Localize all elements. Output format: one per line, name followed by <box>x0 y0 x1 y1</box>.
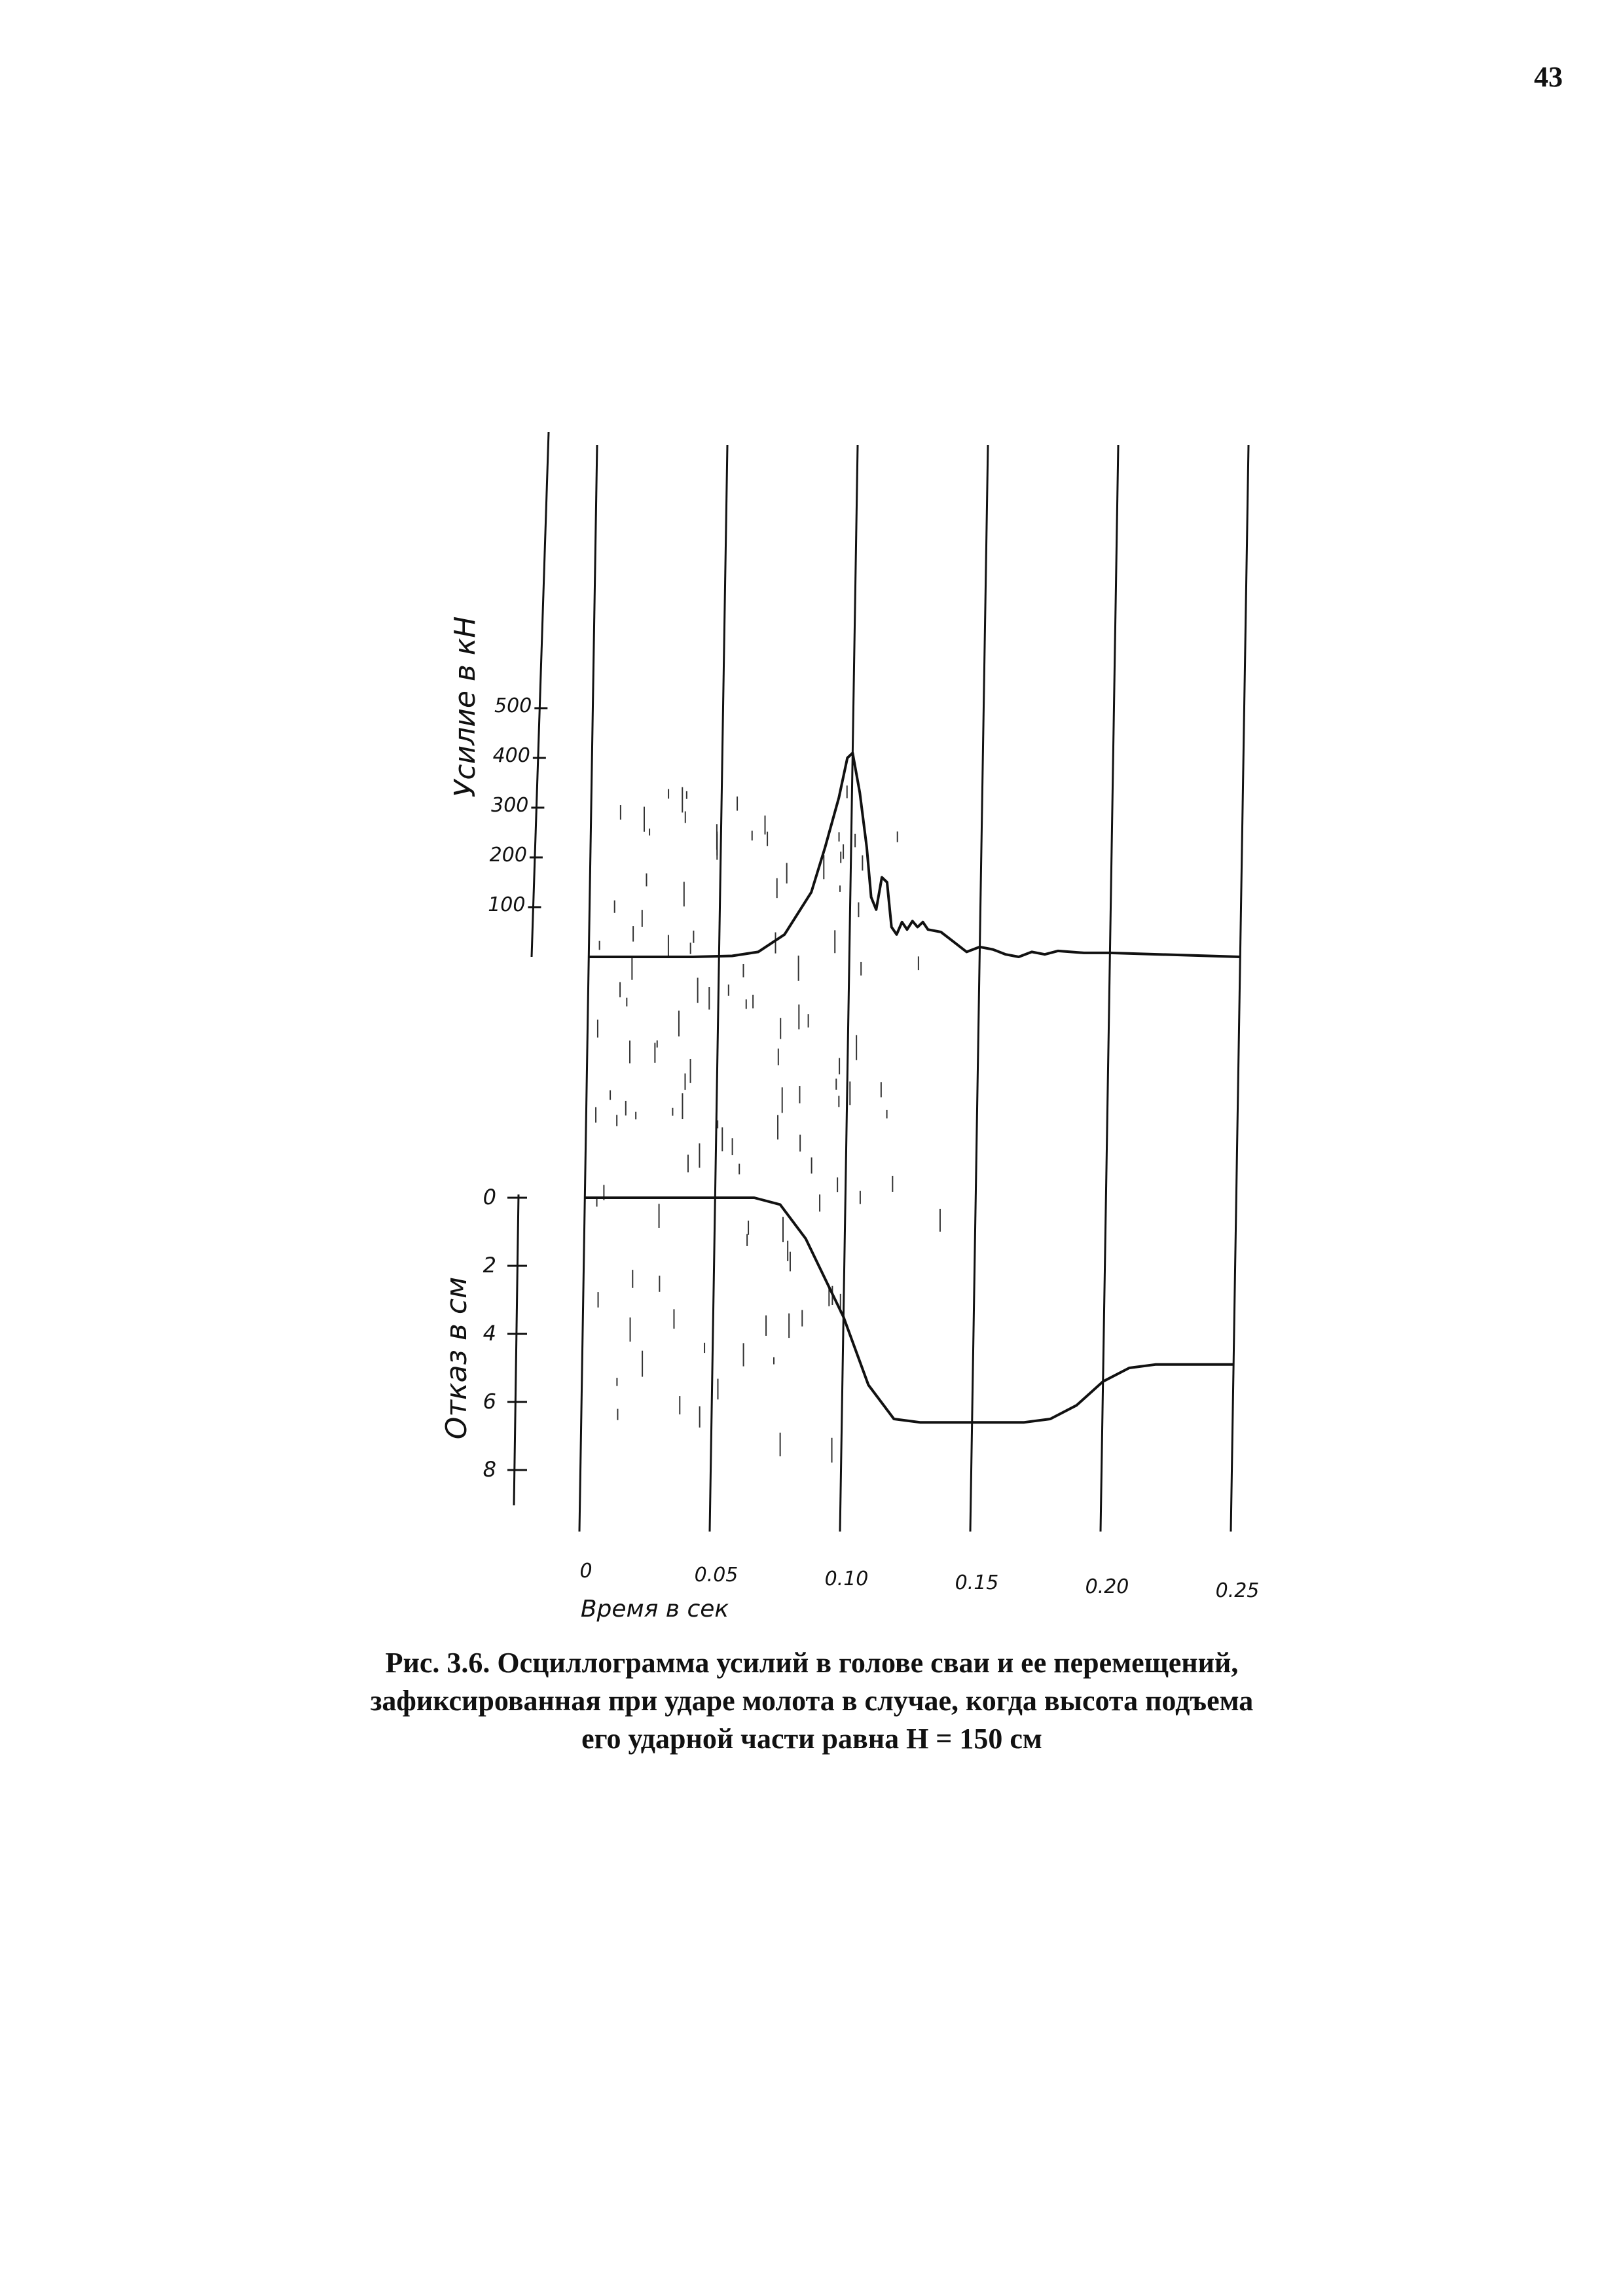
time-tick-label: 0.20 <box>1085 1575 1129 1598</box>
displacement-tick-label: 8 <box>483 1457 496 1482</box>
time-axis-label: Время в сек <box>580 1596 729 1623</box>
displacement-tick-label: 4 <box>483 1321 496 1346</box>
page-number: 43 <box>1534 61 1563 93</box>
time-tick-label: 0.15 <box>955 1571 999 1594</box>
force-tick-label: 200 <box>489 844 527 867</box>
displacement-curve <box>585 1198 1233 1422</box>
time-gridline <box>710 445 727 1532</box>
force-curve <box>589 753 1240 957</box>
force-tick-label: 400 <box>492 744 530 767</box>
time-tick-label: 0.10 <box>824 1568 869 1590</box>
caption-line-1: Рис. 3.6. Осциллограмма усилий в голове сваи и ее перемещений, <box>385 1647 1239 1679</box>
force-tick-label: 100 <box>488 893 526 916</box>
time-tick-label: 0.05 <box>694 1564 739 1587</box>
time-gridline <box>840 445 858 1532</box>
displacement-tick-label: 0 <box>483 1185 496 1210</box>
displacement-tick-label: 6 <box>483 1389 496 1414</box>
force-axis <box>532 432 549 957</box>
time-gridline <box>579 445 597 1532</box>
displacement-tick-label: 2 <box>483 1253 496 1278</box>
time-grid <box>579 445 1249 1532</box>
time-gridline <box>970 445 988 1532</box>
time-gridline <box>1231 445 1249 1532</box>
force-tick-label: 500 <box>494 694 532 717</box>
force-tick-label: 300 <box>491 794 529 817</box>
time-tick-label: 0.25 <box>1215 1579 1260 1602</box>
caption-line-3: его ударной части равна Н = 150 см <box>581 1723 1042 1755</box>
displacement-axis <box>514 1194 519 1505</box>
time-gridline <box>1101 445 1118 1532</box>
displacement-axis-ticks <box>483 1185 527 1482</box>
time-tick-label: 0 <box>579 1560 593 1583</box>
figure-caption <box>223 1644 1401 1758</box>
caption-line-2: зафиксированная при ударе молота в случае, когда высота подъема <box>370 1685 1254 1717</box>
displacement-axis-label: Отказ в см <box>440 1276 473 1440</box>
force-axis-label: Усилие в кН <box>448 616 482 798</box>
